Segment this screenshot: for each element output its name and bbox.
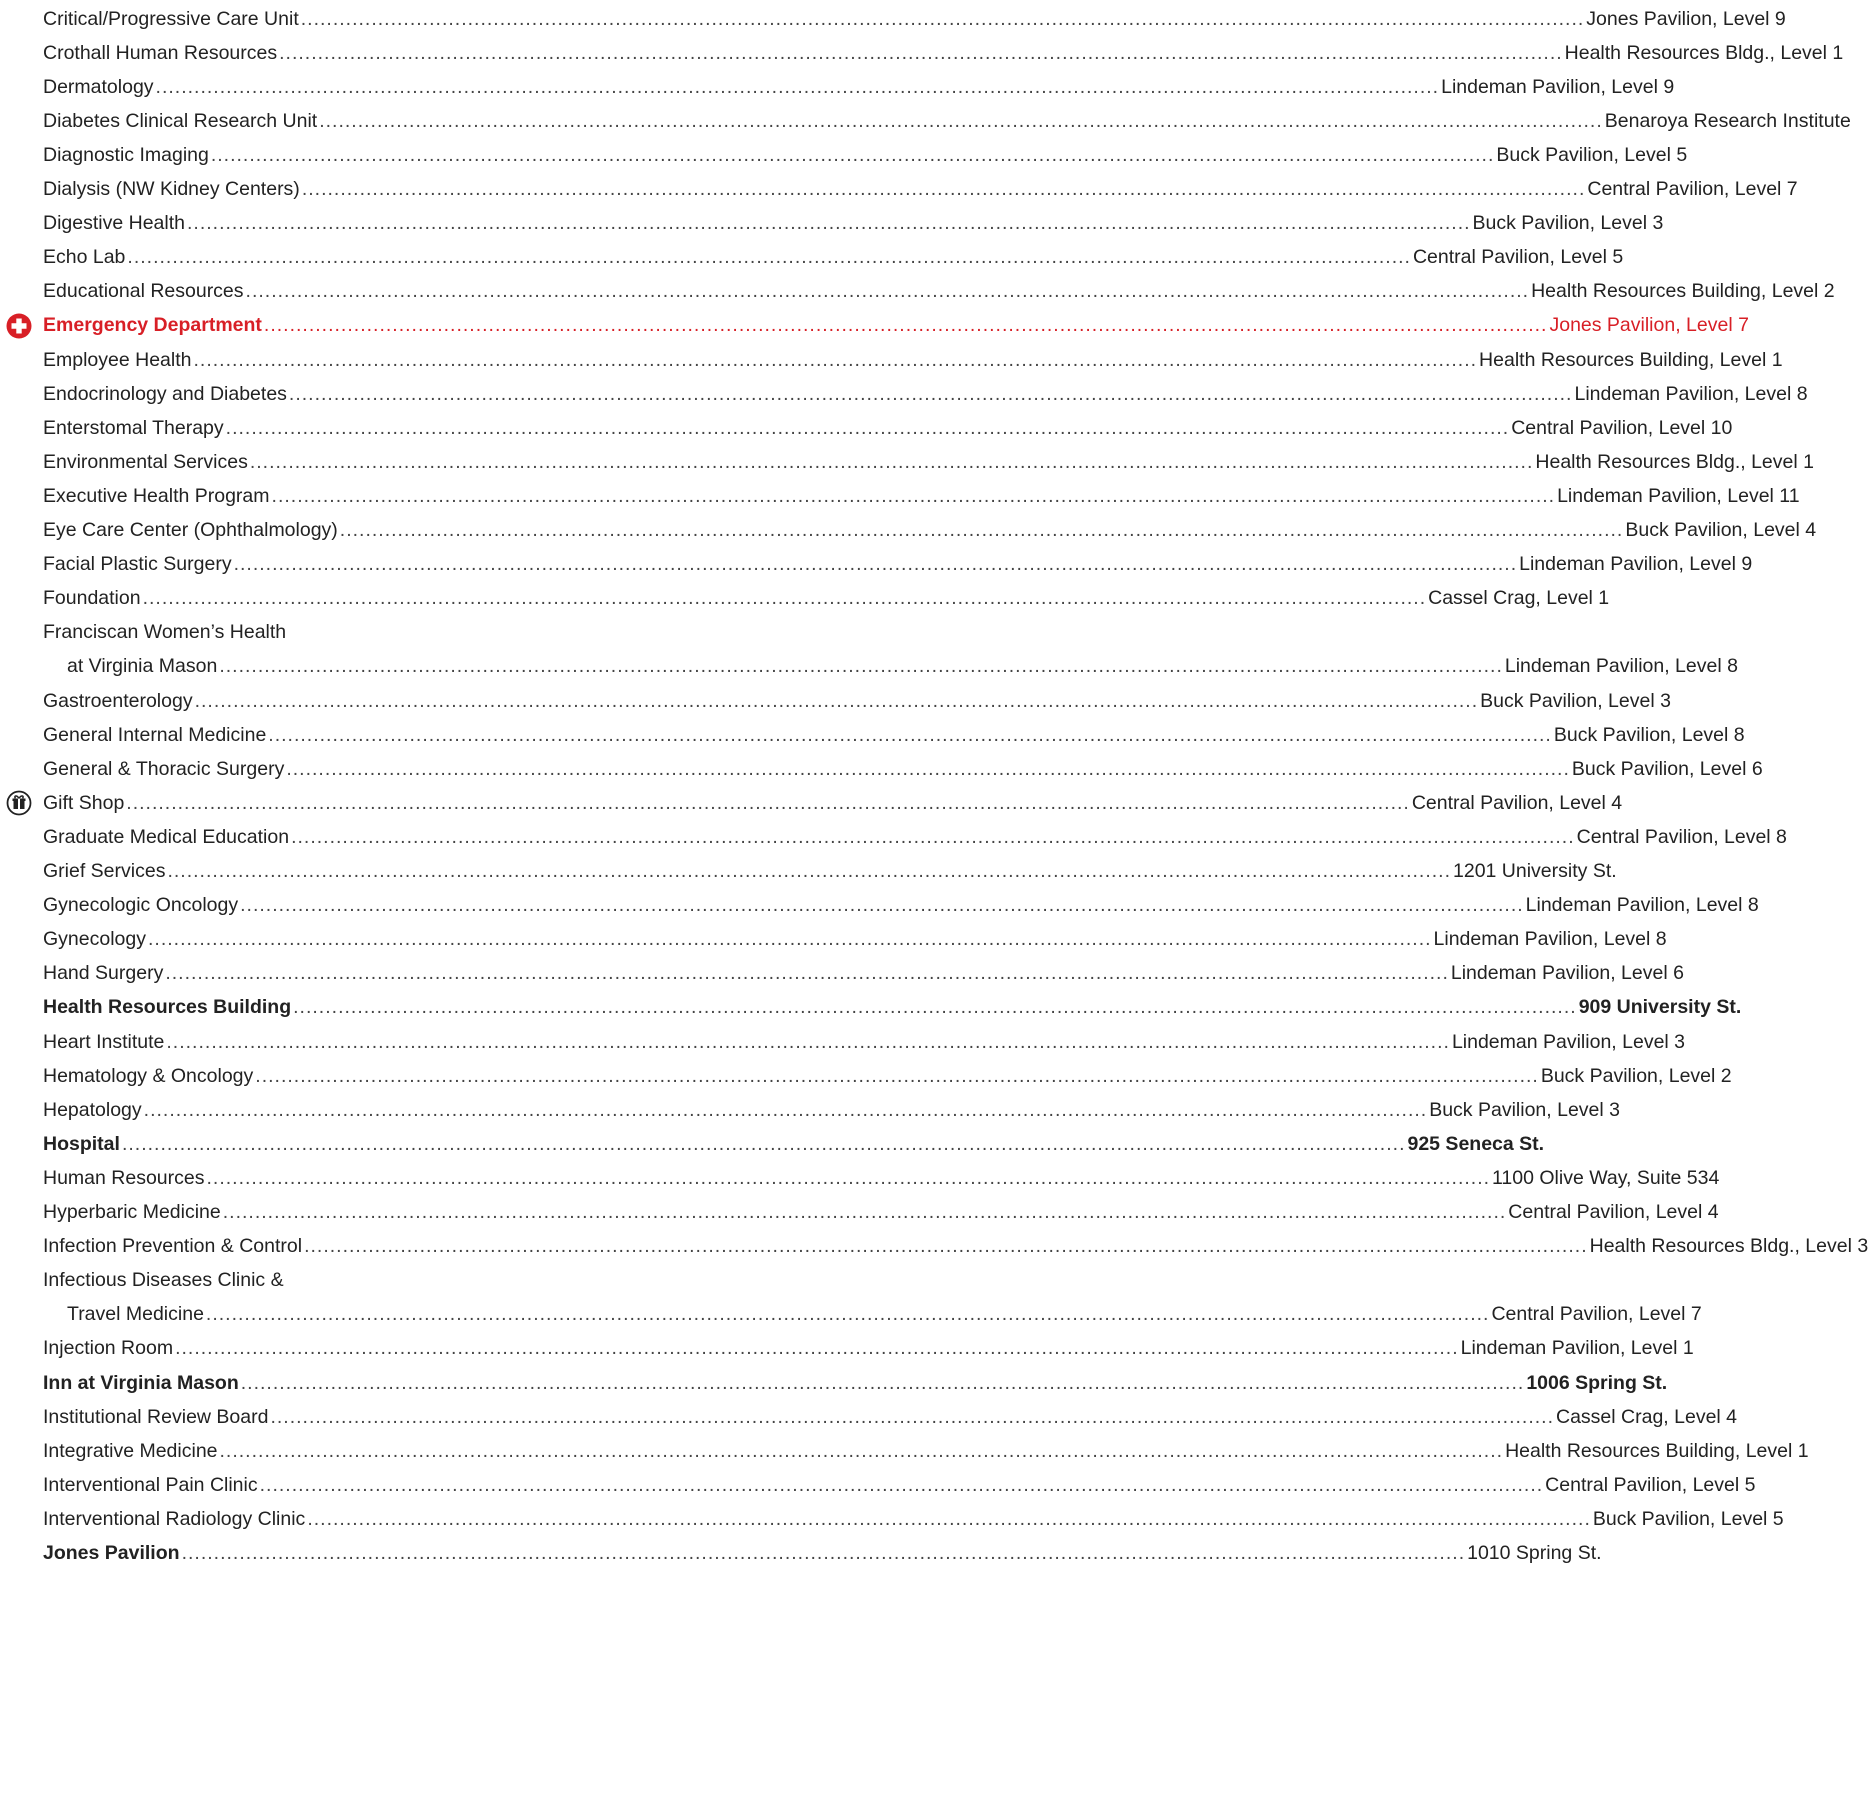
dot-leader: ........................................................................................................................................................................................................ [319,109,1603,132]
dot-leader: ........................................................................................................................................................................................................ [245,280,1530,303]
list-item [43,856,1617,888]
department-name: Grief Services [43,860,166,882]
dot-leader: ........................................................................................................................................................................................................ [127,246,1411,269]
list-item [43,344,1783,376]
list-item [43,992,1742,1024]
dot-leader: ........................................................................................................................................................................................................ [304,1235,1588,1258]
list-item [43,139,1688,171]
department-location: Cassel Crag, Level 1 [1428,587,1610,610]
list-item [43,310,1749,342]
dot-leader: ........................................................................................................................................................................................................ [126,791,1410,814]
department-name: General Internal Medicine [43,723,267,746]
department-name: Gift Shop [43,791,125,814]
department-location: Lindeman Pavilion, Level 1 [1460,1337,1694,1360]
list-item [43,1265,645,1297]
department-location: Health Resources Bldg., Level 3 [1589,1235,1868,1258]
list-item [43,1162,1720,1194]
list-item [43,821,1787,853]
department-name: Interventional Radiology Clinic [43,1507,306,1530]
department-location: Health Resources Building, Level 1 [1505,1439,1809,1462]
department-name: Heart Institute [43,1030,165,1053]
dot-leader: ........................................................................................................................................................................................................ [219,1439,1504,1462]
dot-leader: ........................................................................................................................................................................................................ [288,382,1573,405]
list-item [43,1299,1702,1331]
list-item [43,1367,1668,1399]
dot-leader: ........................................................................................................................................................................................................ [186,212,1471,235]
department-location: Buck Pavilion, Level 3 [1480,689,1671,712]
list-item [43,719,1745,751]
department-location: Lindeman Pavilion, Level 8 [1574,382,1808,405]
department-location: 1006 Spring St. [1526,1371,1668,1394]
department-location: Lindeman Pavilion, Level 11 [1557,484,1800,507]
department-name: Graduate Medical Education [43,825,290,848]
department-location: Buck Pavilion, Level 4 [1625,519,1817,541]
dot-leader: ........................................................................................................................................................................................................ [300,7,1585,30]
department-name: Educational Resources [43,280,244,303]
list-item [43,1128,1545,1160]
list-item [43,1060,1732,1092]
department-location: Jones Pavilion, Level 9 [1586,7,1786,30]
department-location: Buck Pavilion, Level 3 [1472,212,1664,235]
department-name: Franciscan Women’s Health [43,621,287,644]
department-name: Inn at Virginia Mason [43,1371,239,1394]
dot-leader: ........................................................................................................................................................................................................ [307,1507,1591,1530]
list-item [43,1538,1602,1570]
list-item [43,480,1800,512]
dot-leader: ........................................................................................................................................................................................................ [279,41,1563,64]
department-name: Injection Room [43,1337,174,1360]
department-name-continuation: at Virginia Mason [67,655,218,678]
department-location: Central Pavilion, Level 8 [1576,825,1787,848]
list-item [43,890,1759,922]
dot-leader: ........................................................................................................................................................................................................ [270,1405,1554,1428]
department-name: Foundation [43,587,141,610]
department-name: Digestive Health [43,212,185,235]
dot-leader: ........................................................................................................................................................................................................ [155,75,1440,98]
list-item [43,105,1851,137]
dot-leader: ........................................................................................................................................................................................................ [268,723,1552,746]
list-item [43,71,1675,103]
dot-leader: ........................................................................................................................................................................................................ [181,1542,1466,1564]
department-name-line2 [43,1303,204,1326]
emergency-cross-icon [6,313,32,339]
department-location: 1201 University St. [1453,860,1617,882]
dot-leader: ........................................................................................................................................................................................................ [147,928,1432,951]
department-location: Central Pavilion, Level 10 [1511,416,1733,439]
department-name: General & Thoracic Surgery [43,757,285,780]
department-name: Dialysis (NW Kidney Centers) [43,178,300,200]
list-item [43,1231,1868,1263]
department-name-continuation: Travel Medicine [67,1303,204,1326]
list-item [43,3,1786,35]
department-name: Eye Care Center (Ophthalmology) [43,519,338,541]
department-name: Gastroenterology [43,689,193,712]
dot-leader: ........................................................................................................................................................................................................ [193,348,1478,371]
dot-leader: ........................................................................................................................................................................................................ [210,143,1495,166]
dot-leader: ........................................................................................................................................................................................................ [249,450,1534,473]
department-name: Diagnostic Imaging [43,143,209,166]
list-item [43,1503,1784,1535]
department-name: Hyperbaric Medicine [43,1201,221,1223]
list-item [43,685,1671,717]
department-location: Buck Pavilion, Level 5 [1592,1507,1784,1530]
department-name: Crothall Human Resources [43,41,278,64]
department-location: Buck Pavilion, Level 3 [1429,1098,1620,1121]
department-name-line2 [43,655,217,678]
department-location: Lindeman Pavilion, Level 9 [1441,75,1675,98]
list-item [43,242,1624,274]
department-location: Health Resources Bldg., Level 1 [1564,41,1844,64]
department-name: Endocrinology and Diabetes [43,382,287,405]
department-location: Buck Pavilion, Level 5 [1496,143,1688,166]
dot-leader: ........................................................................................................................................................................................................ [225,416,1510,439]
department-name: Critical/Progressive Care Unit [43,7,299,30]
department-location: 1010 Spring St. [1467,1542,1602,1564]
department-name: Dermatology [43,75,154,98]
department-location: Jones Pavilion, Level 7 [1549,314,1749,337]
department-location: 925 Seneca St. [1407,1132,1545,1155]
department-location: Lindeman Pavilion, Level 8 [1525,894,1759,917]
dot-leader: ........................................................................................................................................................................................................ [222,1201,1507,1223]
gift-icon [6,790,32,816]
dot-leader: ........................................................................................................................................................................................................ [206,1166,1491,1189]
list-item [43,1469,1756,1501]
dot-leader: ........................................................................................................................................................................................................ [301,178,1586,200]
list-item [43,549,1753,581]
department-name: Diabetes Clinical Research Unit [43,109,318,132]
department-location: Lindeman Pavilion, Level 6 [1450,962,1684,985]
dot-leader: ........................................................................................................................................................................................................ [263,314,1548,337]
dot-leader: ........................................................................................................................................................................................................ [240,1371,1525,1394]
department-location: Health Resources Bldg., Level 1 [1535,450,1814,473]
dot-leader: ........................................................................................................................................................................................................ [167,860,1451,882]
list-item [43,446,1814,478]
department-location: Lindeman Pavilion, Level 8 [1433,928,1667,951]
dot-leader: ........................................................................................................................................................................................................ [286,757,1570,780]
department-location: Cassel Crag, Level 4 [1556,1405,1738,1428]
dot-leader: ........................................................................................................................................................................................................ [194,689,1479,712]
dot-leader: ........................................................................................................................................................................................................ [205,1303,1490,1326]
department-location: Lindeman Pavilion, Level 8 [1504,655,1738,678]
department-location: 909 University St. [1578,996,1742,1019]
department-location: Health Resources Building, Level 2 [1531,280,1835,303]
department-location: Lindeman Pavilion, Level 3 [1451,1030,1686,1053]
department-name: Environmental Services [43,450,248,473]
department-location: 1100 Olive Way, Suite 534 [1492,1166,1720,1189]
list-item [43,1094,1620,1126]
list-item [43,208,1664,240]
list-item [43,276,1835,308]
list-item [43,583,1610,615]
department-name: Employee Health [43,348,192,371]
department-name: Enterstomal Therapy [43,416,224,439]
department-name: Integrative Medicine [43,1439,218,1462]
list-item [43,651,1738,683]
department-name: Hepatology [43,1098,142,1121]
department-location: Lindeman Pavilion, Level 9 [1519,553,1753,576]
dot-leader: ........................................................................................................................................................................................................ [339,519,1624,541]
list-item [43,1333,1694,1365]
dot-leader: ........................................................................................................................................................................................................ [255,1064,1539,1087]
department-name: Infectious Diseases Clinic & [43,1269,284,1292]
department-name: Health Resources Building [43,996,292,1019]
department-name: Echo Lab [43,246,126,269]
department-name: Infection Prevention & Control [43,1235,303,1258]
dot-leader: ........................................................................................................................................................................................................ [143,1098,1428,1121]
dot-leader: ........................................................................................................................................................................................................ [175,1337,1459,1360]
department-name: Hematology & Oncology [43,1064,254,1087]
list-item [43,753,1763,785]
department-name: Executive Health Program [43,484,270,507]
department-name: Institutional Review Board [43,1405,269,1428]
list-item [43,1197,1719,1229]
department-location: Benaroya Research Institute [1604,109,1851,132]
list-item [43,787,1623,819]
department-name: Gynecology [43,928,146,951]
list-item [43,617,645,649]
department-location: Central Pavilion, Level 4 [1411,791,1623,814]
list-item [43,174,1798,206]
department-name: Emergency Department [43,314,262,337]
department-location: Central Pavilion, Level 7 [1587,178,1798,200]
department-name: Human Resources [43,1166,205,1189]
list-item [43,1401,1738,1433]
dot-leader: ........................................................................................................................................................................................................ [291,825,1575,848]
dot-leader: ........................................................................................................................................................................................................ [142,587,1427,610]
list-item [43,1026,1686,1058]
department-name: Facial Plastic Surgery [43,553,232,576]
department-name: Hospital [43,1132,120,1155]
list-item [43,924,1667,956]
department-location: Health Resources Building, Level 1 [1479,348,1783,371]
list-item [43,958,1684,990]
list-item [43,412,1733,444]
list-item [43,37,1844,69]
department-location: Central Pavilion, Level 4 [1508,1201,1719,1223]
dot-leader: ........................................................................................................................................................................................................ [219,655,1503,678]
department-name: Gynecologic Oncology [43,894,239,917]
department-location: Central Pavilion, Level 5 [1412,246,1624,269]
department-name: Interventional Pain Clinic [43,1473,258,1496]
list-item [43,1435,1809,1467]
dot-leader: ........................................................................................................................................................................................................ [240,894,1524,917]
dot-leader: ........................................................................................................................................................................................................ [121,1132,1406,1155]
department-name: Hand Surgery [43,962,164,985]
department-name: Jones Pavilion [43,1542,180,1564]
list-item [43,378,1808,410]
dot-leader: ........................................................................................................................................................................................................ [165,962,1449,985]
department-location: Central Pavilion, Level 5 [1545,1473,1756,1496]
dot-leader: ........................................................................................................................................................................................................ [271,484,1556,507]
department-location: Buck Pavilion, Level 2 [1540,1064,1732,1087]
dot-leader: ........................................................................................................................................................................................................ [293,996,1577,1019]
dot-leader: ........................................................................................................................................................................................................ [259,1473,1544,1496]
department-location: Buck Pavilion, Level 6 [1571,757,1763,780]
dot-leader: ........................................................................................................................................................................................................ [166,1030,1450,1053]
department-location: Buck Pavilion, Level 8 [1553,723,1745,746]
dot-leader: ........................................................................................................................................................................................................ [233,553,1518,576]
department-location: Central Pavilion, Level 7 [1491,1303,1702,1326]
list-item [43,515,1817,547]
